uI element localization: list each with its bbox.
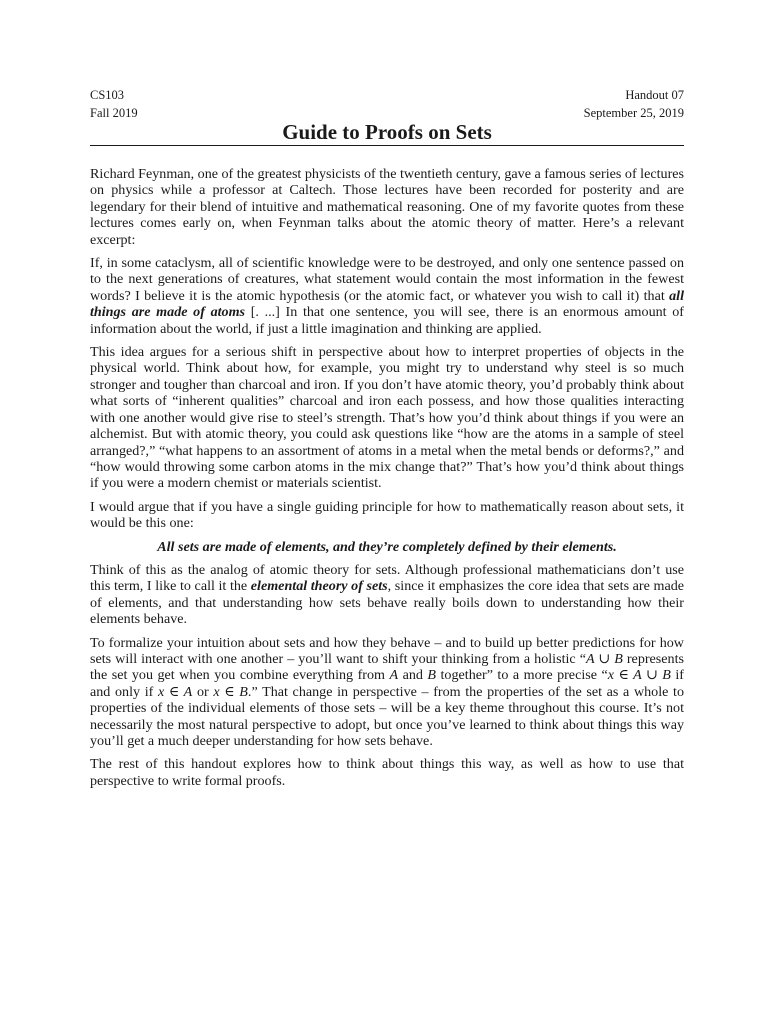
elemental-text-before: Think of this as the analog of atomic theory for sets. Although professional mathematicians don’t use this term, I like to call it the — [90, 561, 684, 595]
header-row-2 — [90, 106, 684, 120]
quote-text-before: If, in some cataclysm, all of scientific knowledge were to be destroyed, and only one sentence passed on to the next generations of creatures, what statement would contain the most information in the fewest words? I believe it is the atomic hypothesis (or the atomic fact, or whatever you wish to call it) that — [90, 255, 684, 304]
formalize-text-3: and — [398, 667, 428, 684]
math-b: B — [427, 667, 437, 684]
formalize-text-4: together” to a more precise “ — [436, 667, 608, 684]
feynman-quote — [90, 255, 684, 337]
quote-text-after: [. ...] In that one sentence, you will see, there is an enormous amount of information about the world, if just a little imagination and thinking are applied. — [90, 304, 684, 337]
paragraph-guiding: I would argue that if you have a single guiding principle for how to mathematically reason about sets, it would be this one: — [90, 498, 684, 532]
math-union: A ∪ B — [585, 650, 623, 667]
formalize-text-5: if and only if — [90, 667, 684, 700]
quote-emphasis: all things are made of atoms — [90, 287, 684, 321]
math-a: A — [389, 667, 399, 684]
paragraph-formalize — [90, 635, 684, 750]
math-x-in-union: x ∈ A ∪ B — [607, 667, 671, 684]
paragraph-rest: The rest of this handout explores how to think about things this way, as well as how to use that perspective to write formal proofs. — [90, 756, 684, 789]
paragraph-perspective: This idea argues for a serious shift in perspective about how to interpret properties of objects in the physical world. Think about how, for example, you might try to understand why steel is so much stronger and tougher than charcoal and iron. If you don’t have atomic theory, you’d probably think about what sorts of “inherent qualities” charcoal and iron each possess, and how those qualities interacting with one another would give rise to steel’s strength. That’s how you’d think about things if you were an alchemist. But with atomic theory, you could ask questions like “how are the atoms in a sample of steel arranged?,” “what happens to an assortment of atoms in a metal when the metal bends or deforms?,” and “how would throwing some carbon atoms in the mix change that?” That’s how you’d think about things if you were a modern chemist or materials scientist. — [90, 344, 684, 492]
formalize-text-1: To formalize your intuition about sets and how they behave – and to build up better predictions for how sets will interact with one another – you’ll want to shift your thinking from a holistic “ — [90, 634, 684, 667]
page-title: Guide to Proofs on Sets — [282, 120, 492, 144]
term: Fall 2019 — [90, 106, 138, 120]
elemental-emphasis: elemental theory of sets — [250, 578, 388, 595]
title-rule — [90, 145, 684, 146]
elemental-text-after: , since it emphasizes the core idea that sets are made of elements, and that understanding how sets behave really boils down to understanding how their elements behave. — [90, 578, 685, 628]
handout-date: September 25, 2019 — [583, 106, 684, 120]
formalize-text-6: or — [192, 683, 214, 700]
guiding-principle: All sets are made of elements, and they’re completely defined by their elements. — [157, 538, 617, 555]
paragraph-intro: Richard Feynman, one of the greatest physicists of the twentieth century, gave a famous series of lectures on physics while a professor at Caltech. Those lectures have been recorded for posterity and are legendary for their blend of intuitive and mathematical reasoning. One of my favorite quotes from these lectures comes early on, when Feynman talks about the atomic theory of matter. Here’s a relevant excerpt: — [90, 166, 684, 248]
math-x-in-a: x ∈ A — [157, 683, 193, 700]
course-code: CS103 — [90, 88, 125, 102]
body-text — [90, 166, 684, 796]
formalize-text-2: represents the set you get when you combine everything from — [90, 650, 684, 684]
header-row-1 — [90, 88, 684, 102]
math-x-in-b: x ∈ B — [213, 683, 248, 700]
paragraph-elemental — [90, 562, 684, 628]
formalize-text-7: .” That change in perspective – from the properties of the set as a whole to properties of the individual elements of those sets – will be a key theme throughout this course. It’s not necessarily the most natural perspective to adopt, but once you’ve learned to think about things this way you’ll get a much deeper understanding for how sets behave. — [90, 683, 684, 749]
handout-number: Handout 07 — [625, 88, 684, 102]
